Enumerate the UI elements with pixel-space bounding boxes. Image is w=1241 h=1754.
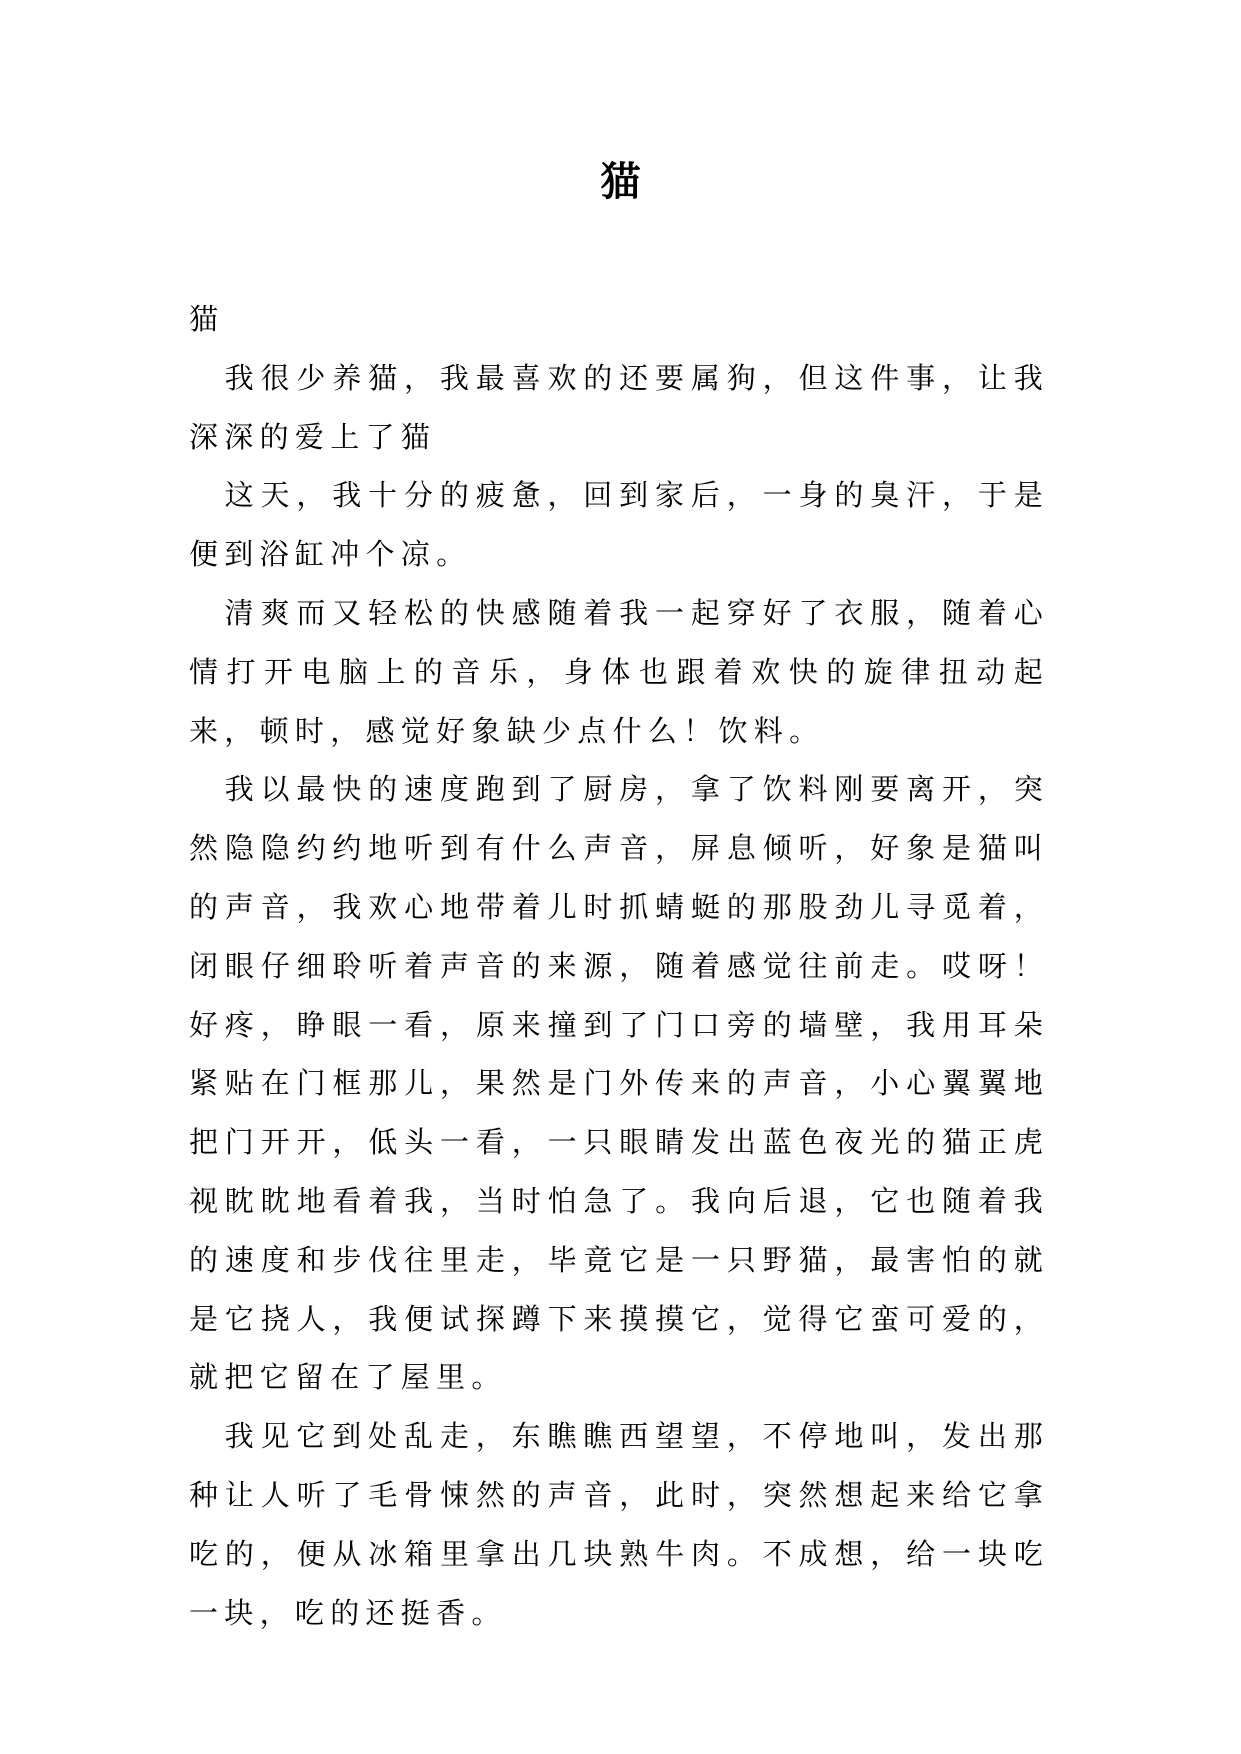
- document-subtitle: 猫: [189, 302, 225, 336]
- document-title: 猫: [600, 158, 641, 205]
- paragraph-2: 这天，我十分的疲惫，回到家后，一身的臭汗，于是便到浴缸冲个凉。: [189, 478, 1049, 572]
- paragraph-5: 我见它到处乱走，东瞧瞧西望望，不停地叫，发出那种让人听了毛骨悚然的声音，此时，突然想起来给它拿吃的，便从冰箱里拿出几块熟牛肉。不成想，给一块吃一块，吃的还挺香。: [189, 1419, 1049, 1630]
- document-body: [189, 290, 1049, 1642]
- paragraph-3: 清爽而又轻松的快感随着我一起穿好了衣服，随着心情打开电脑上的音乐，身体也跟着欢快的旋律扭动起来，顿时，感觉好象缺少点什么！饮料。: [189, 595, 1049, 748]
- paragraph-1: 我很少养猫，我最喜欢的还要属狗，但这件事，让我深深的爱上了猫: [189, 360, 1049, 454]
- paragraph-4: 我以最快的速度跑到了厨房，拿了饮料刚要离开，突然隐隐约约地听到有什么声音，屏息倾听，好象是猫叫的声音，我欢心地带着儿时抓蜻蜓的那股劲儿寻觅着，闭眼仔细聆听着声音的来源，随着感觉往前走。哎呀！好疼，睁眼一看，原来撞到了门口旁的墙壁，我用耳朵紧贴在门框那儿，果然是门外传来的声音，小心翼翼地把门开开，低头一看，一只眼睛发出蓝色夜光的猫正虎视眈眈地看着我，当时怕急了。我向后退，它也随着我的速度和步伐往里走，毕竟它是一只野猫，最害怕的就是它挠人，我便试探蹲下来摸摸它，觉得它蛮可爱的，就把它留在了屋里。: [189, 772, 1049, 1395]
